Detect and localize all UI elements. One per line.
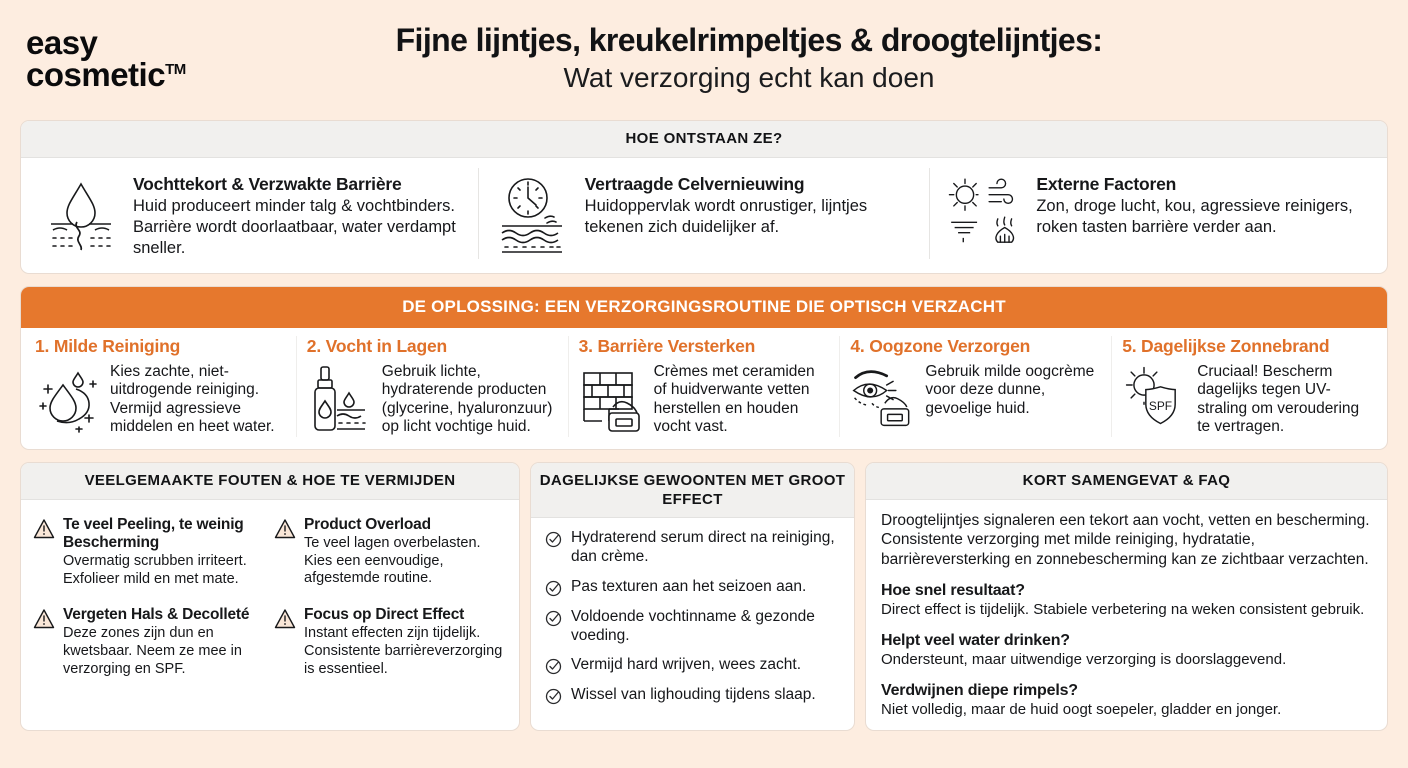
causes-card — [20, 120, 1388, 274]
solution-heading: DE OPLOSSING: EEN VERZORGINGSROUTINE DIE OPTISCH VERZACHT — [21, 287, 1387, 328]
solution-step — [1111, 336, 1383, 437]
faq-answer: Ondersteunt, maar uitwendige verzorging is doorslaggevend. — [881, 651, 1287, 669]
step-text: Kies zachte, niet-uitdrogende reiniging. Vermijd agressieve middelen en heet water. — [110, 362, 275, 436]
step-title: 4. Oogzone Verzorgen — [850, 335, 1031, 356]
step-title: 5. Dagelijkse Zonnebrand — [1122, 335, 1330, 356]
spf-shield-label: SPF — [1149, 398, 1173, 413]
faq-question: Helpt veel water drinken? — [881, 632, 1070, 650]
cause-text: Huid produceert minder talg & vochtbinders. Barrière wordt doorlaatbaar, water verdampt sneller. — [133, 196, 456, 257]
faq-card — [865, 462, 1388, 731]
mistake-item — [33, 510, 264, 597]
cause-title: Vertraagde Celvernieuwing — [584, 173, 805, 194]
habit-text: Vermijd hard wrijven, wees zacht. — [571, 656, 802, 674]
faq-heading: KORT SAMENGEVAT & FAQ — [866, 463, 1387, 500]
habit-item — [545, 656, 840, 675]
faq-item — [881, 631, 1372, 670]
faq-answer: Niet volledig, maar de huid oogt soepeler, gladder en jonger. — [881, 701, 1282, 719]
mistakes-card — [20, 462, 520, 731]
habits-card — [530, 462, 855, 731]
brand-logo — [26, 24, 276, 93]
faq-intro-text: Droogtelijntjes signaleren een tekort aan vocht, vetten en bescherming. Consistente verzorging met milde reiniging, hydratatie, barrièreversterking en zonnebescherming kan ze zichtbaar verzachten. — [881, 511, 1370, 568]
habit-item — [545, 608, 840, 646]
cause-title: Externe Factoren — [1036, 173, 1177, 194]
check-circle-icon — [545, 610, 562, 627]
step-title: 1. Milde Reiniging — [35, 335, 181, 356]
droplet-cloth-sparkle-icon — [35, 363, 101, 435]
warning-triangle-icon — [33, 608, 55, 630]
mistake-text: Overmatig scrubben irriteert. Exfolieer mild en met mate. — [63, 552, 247, 587]
mistakes-body — [21, 500, 519, 697]
cause-title: Vochttekort & Verzwakte Barrière — [133, 173, 402, 194]
cause-text: Zon, droge lucht, kou, agressieve reinigers, roken tasten barrière verder aan. — [1036, 196, 1353, 236]
causes-body — [21, 158, 1387, 273]
warning-triangle-icon — [274, 608, 296, 630]
cause-text: Huidoppervlak wordt onrustiger, lijntjes tekenen zich duidelijker af. — [584, 196, 868, 236]
faq-item — [881, 581, 1372, 620]
cause-item — [929, 168, 1381, 259]
step-text: Crèmes met ceramiden of huidverwante vetten herstellen en houden vocht vast. — [653, 362, 815, 436]
solution-step — [25, 336, 296, 437]
sun-wind-smoke-fire-icon — [946, 174, 1022, 258]
causes-heading: HOE ONTSTAAN ZE? — [21, 121, 1387, 158]
step-title: 2. Vocht in Lagen — [306, 335, 447, 356]
mistake-text: Instant effecten zijn tijdelijk. Consistente barrièreverzorging is essentieel. — [304, 625, 503, 677]
habits-heading: DAGELIJKSE GEWOONTEN MET GROOT EFFECT — [531, 463, 854, 519]
solution-step — [296, 336, 568, 437]
habit-item — [545, 578, 840, 597]
habit-text: Hydraterend serum direct na reiniging, dan crème. — [571, 529, 835, 566]
title-block — [276, 23, 1382, 94]
solution-step — [839, 336, 1111, 437]
mistake-title: Vergeten Hals & Decolleté — [63, 606, 250, 624]
brand-line-2: cosmetic — [26, 56, 166, 93]
habit-text: Pas texturen aan het seizoen aan. — [571, 577, 807, 595]
serum-dropper-bottle-icon — [307, 363, 373, 435]
mistake-item — [274, 600, 505, 686]
check-circle-icon — [545, 531, 562, 548]
habit-item — [545, 686, 840, 705]
mistake-title: Te veel Peeling, te weinig Bescherming — [63, 515, 244, 551]
faq-item — [881, 681, 1372, 720]
step-text: Cruciaal! Bescherm dagelijks tegen UV-straling om veroudering te vertragen. — [1197, 362, 1360, 436]
bottom-row — [20, 462, 1388, 731]
step-title: 3. Barrière Versterken — [578, 335, 756, 356]
habit-text: Wissel van lighouding tijdens slaap. — [571, 686, 816, 704]
solution-step — [568, 336, 840, 437]
clock-skin-waves-icon — [495, 174, 571, 258]
step-text: Gebruik lichte, hydraterende producten (glycerine, hyaluronzuur) op licht vochtige huid. — [381, 362, 553, 436]
check-circle-icon — [545, 580, 562, 597]
page-header — [20, 0, 1388, 118]
sun-spf-shield-icon — [1122, 363, 1188, 435]
cause-item — [27, 168, 478, 259]
trademark-symbol: TM — [165, 61, 186, 78]
page-subtitle: Wat verzorging echt kan doen — [563, 62, 935, 94]
faq-body — [866, 500, 1387, 730]
faq-answer: Direct effect is tijdelijk. Stabiele verbetering na weken consistent gebruik. — [881, 601, 1365, 619]
page-title: Fijne lijntjes, kreukelrimpeltjes & droogtelijntjes: — [395, 22, 1103, 59]
habit-item — [545, 529, 840, 567]
habits-body — [531, 518, 854, 715]
mistake-text: Te veel lagen overbelasten. Kies een eenvoudige, afgestemde routine. — [304, 534, 481, 587]
solution-steps — [21, 328, 1387, 449]
check-circle-icon — [545, 658, 562, 675]
solution-card — [20, 286, 1388, 450]
brick-wall-cream-jar-icon — [579, 363, 645, 435]
warning-triangle-icon — [33, 518, 55, 540]
cause-item — [478, 168, 930, 259]
mistake-title: Focus op Direct Effect — [304, 606, 465, 624]
step-text: Gebruik milde oogcrème voor deze dunne, gevoelige huid. — [925, 362, 1095, 417]
eye-cream-jar-icon — [850, 363, 916, 435]
brand-line-1: easy — [26, 24, 98, 62]
warning-triangle-icon — [274, 518, 296, 540]
habit-text: Voldoende vochtinname & gezonde voeding. — [571, 607, 815, 644]
check-circle-icon — [545, 688, 562, 705]
mistakes-heading: VEELGEMAAKTE FOUTEN & HOE TE VERMIJDEN — [21, 463, 519, 500]
mistake-item — [33, 600, 264, 686]
water-drop-skin-layers-icon — [43, 174, 119, 258]
mistake-item — [274, 510, 505, 597]
faq-question: Verdwijnen diepe rimpels? — [881, 681, 1078, 699]
faq-question: Hoe snel resultaat? — [881, 582, 1025, 600]
mistake-title: Product Overload — [304, 515, 431, 533]
mistake-text: Deze zones zijn dun en kwetsbaar. Neem ze mee in verzorging en SPF. — [63, 625, 242, 677]
